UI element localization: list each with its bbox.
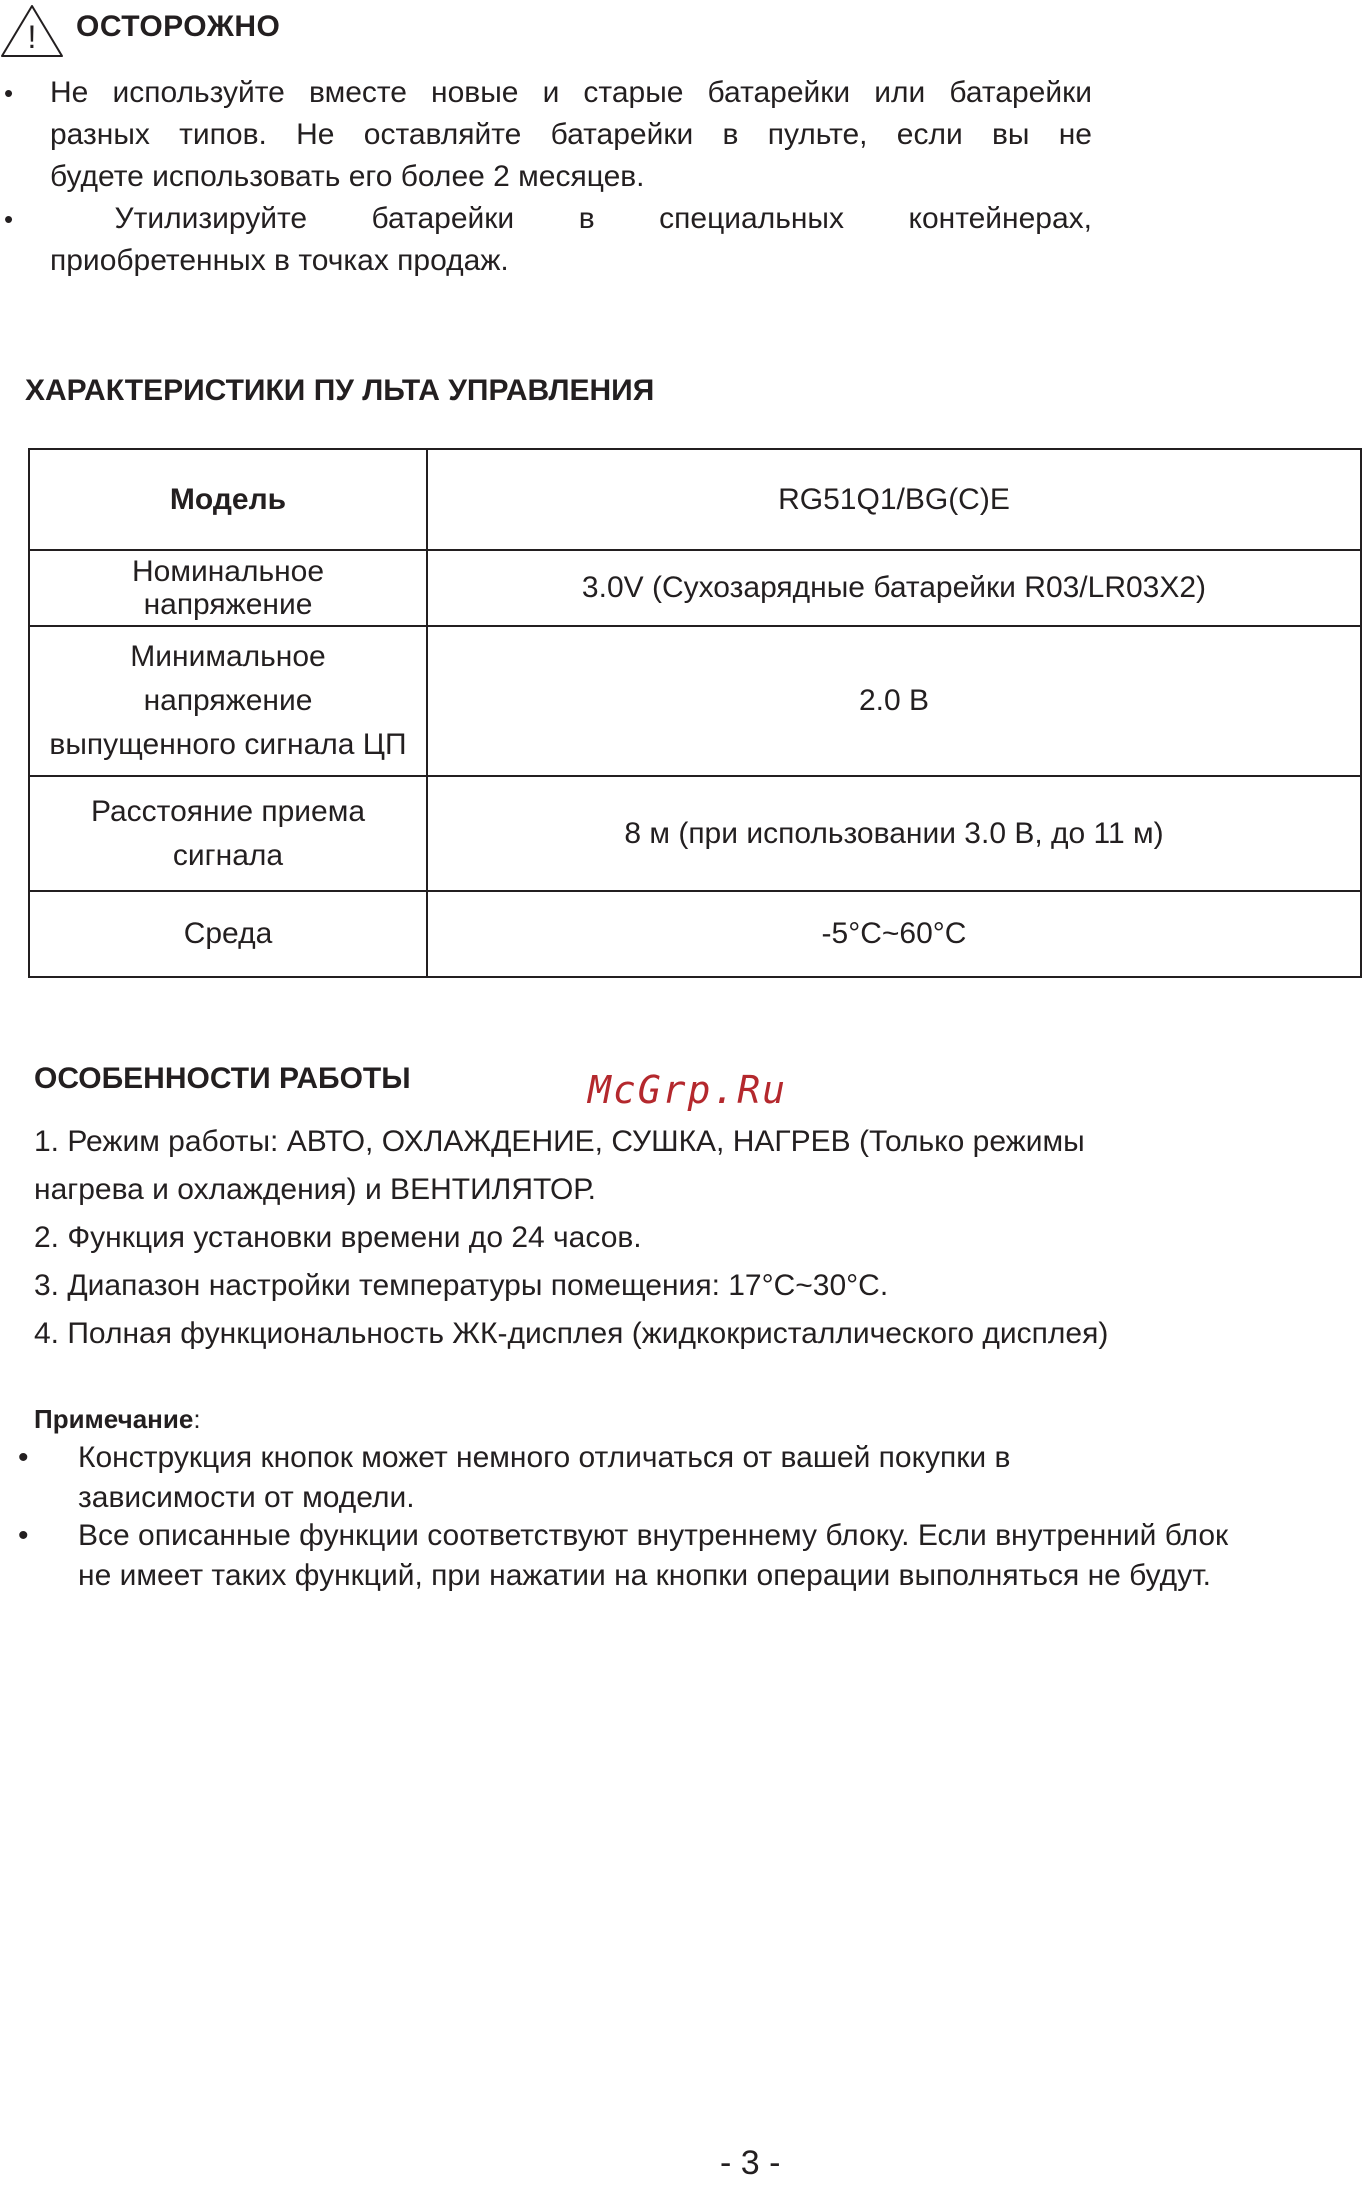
bullet-dot: • [18, 1519, 29, 1552]
feature-line-1: 1. Режим работы: АВТО, ОХЛАЖДЕНИЕ, СУШКА, НАГРЕВ (Только режимы [34, 1125, 1085, 1158]
spec-value: RG51Q1/BG(C)E [427, 449, 1361, 550]
spec-label-line: Минимальное [130, 640, 326, 673]
table-row [29, 626, 1361, 776]
bullet-dot: • [18, 1441, 29, 1474]
spec-value: -5°C~60°C [427, 891, 1361, 977]
caution-bullet-1 [0, 72, 1092, 198]
spec-label-cell [29, 550, 427, 626]
caution-bullet-2-line-1: Утилизируйте батарейки в специальных контейнерах, [50, 202, 1092, 235]
spec-value: 2.0 В [427, 626, 1361, 776]
page-number: - 3 - [720, 2144, 781, 2182]
bullet-dot: • [4, 78, 14, 108]
note-item-2 [0, 1516, 1363, 1596]
note-item-2-line-2: не имеет таких функций, при нажатии на кнопки операции выполняться не будут. [78, 1559, 1211, 1592]
note-item-2-line-1: Все описанные функции соответствуют внутреннему блоку. Если внутренний блок [78, 1519, 1229, 1552]
note-item-1-line-2: зависимости от модели. [78, 1481, 415, 1514]
caution-title: ОСТОРОЖНО [76, 10, 281, 43]
spec-label-cell [29, 626, 427, 776]
warning-triangle-icon [0, 4, 64, 58]
feature-line-5: 4. Полная функциональность ЖК-дисплея (жидкокристаллического дисплея) [34, 1317, 1109, 1350]
note-item-1-line-1: Конструкция кнопок может немного отличаться от вашей покупки в [78, 1441, 1011, 1474]
specs-table [28, 448, 1362, 978]
feature-line-2: нагрева и охлаждения) и ВЕНТИЛЯТОР. [34, 1173, 596, 1206]
spec-label-line: Номинальное [131, 555, 325, 588]
spec-label: Модель [169, 482, 287, 516]
note-title-colon: : [193, 1404, 201, 1434]
table-row [29, 776, 1361, 891]
note-title [34, 1404, 201, 1435]
spec-label-cell [29, 449, 427, 550]
spec-label-line: выпущенного сигнала ЦП [49, 728, 407, 761]
warning-symbol: ! [27, 19, 37, 55]
note-title-text: Примечание [34, 1404, 194, 1434]
note-item-1 [0, 1438, 1363, 1518]
feature-line-4: 3. Диапазон настройки температуры помещения: 17°C~30°C. [34, 1269, 889, 1302]
bullet-dot: • [4, 204, 14, 234]
caution-bullet-1-line-3: будете использовать его более 2 месяцев. [50, 160, 645, 193]
spec-label-cell [29, 776, 427, 891]
spec-label-cell [29, 891, 427, 977]
table-row [29, 449, 1361, 550]
spec-label-line: сигнала [172, 838, 284, 872]
features-title: ОСОБЕННОСТИ РАБОТЫ [34, 1062, 411, 1095]
spec-label-line: напряжение [143, 684, 313, 717]
spec-label-line: Расстояние приема [90, 794, 366, 828]
caution-bullet-1-line-1: Не используйте вместе новые и старые батарейки или батарейки [50, 76, 1092, 109]
spec-value: 8 м (при использовании 3.0 В, до 11 м) [427, 776, 1361, 891]
caution-bullet-2 [0, 198, 1092, 282]
table-row [29, 891, 1361, 977]
watermark-logo: McGrp.Ru [588, 1068, 788, 1112]
spec-value: 3.0V (Сухозарядные батарейки R03/LR03X2) [427, 550, 1361, 626]
table-row [29, 550, 1361, 626]
spec-label-line: напряжение [143, 588, 313, 621]
spec-label: Среда [183, 917, 273, 950]
feature-line-3: 2. Функция установки времени до 24 часов. [34, 1221, 642, 1254]
specs-title: ХАРАКТЕРИСТИКИ ПУ ЛЬТА УПРАВЛЕНИЯ [25, 374, 655, 407]
caution-bullet-1-line-2: разных типов. Не оставляйте батарейки в пульте, если вы не [50, 118, 1092, 151]
caution-bullet-2-line-2: приобретенных в точках продаж. [50, 244, 509, 277]
